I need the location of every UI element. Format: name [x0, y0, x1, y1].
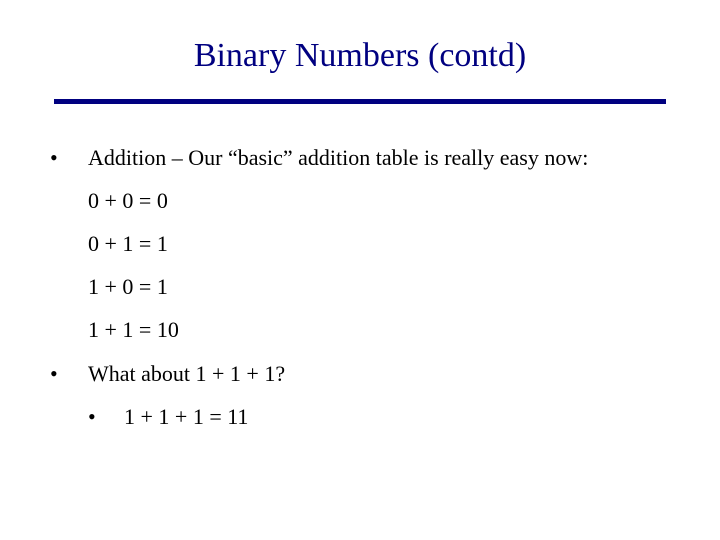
bullet-icon: • — [50, 361, 58, 386]
sub-bullet-text-answer: 1 + 1 + 1 = 11 — [124, 404, 249, 429]
bullet-icon: • — [50, 145, 58, 170]
addition-row-0-0: 0 + 0 = 0 — [88, 188, 168, 213]
title-underline-rule — [54, 99, 666, 104]
slide-title: Binary Numbers (contd) — [193, 37, 527, 74]
bullet-text-addition: Addition – Our “basic” addition table is really easy now: — [88, 145, 589, 170]
addition-row-1-1: 1 + 1 = 10 — [88, 317, 179, 342]
sub-bullet-icon: • — [88, 404, 96, 429]
addition-row-1-0: 1 + 0 = 1 — [88, 274, 168, 299]
addition-row-0-1: 0 + 1 = 1 — [88, 231, 168, 256]
bullet-text-question: What about 1 + 1 + 1? — [88, 361, 286, 386]
